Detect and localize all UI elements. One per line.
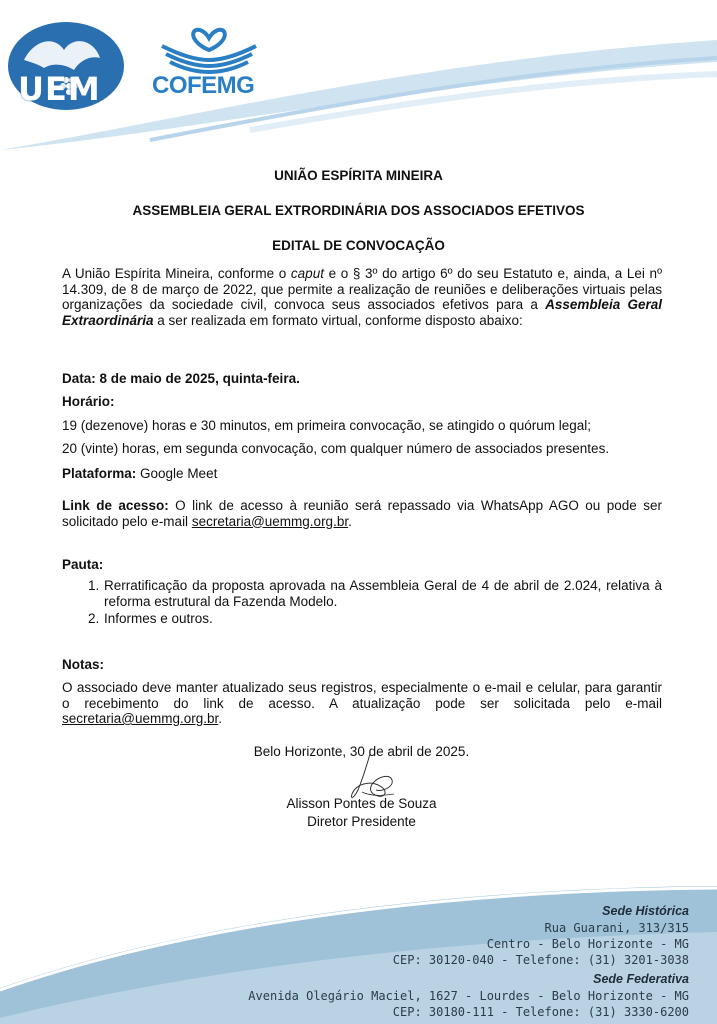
pauta-label: Pauta: (62, 557, 104, 572)
horario-first-call: 19 (dezenove) horas e 30 minutos, em primeira convocação, se atingido o quórum legal; (62, 418, 592, 433)
email-link[interactable]: secretaria@uemmg.org.br (62, 711, 219, 726)
list-item: 1. Rerratificação da proposta aprovada na Assembleia Geral de 4 de abril de 2.024, relativa à reforma estrutural da Fazenda Modelo. (88, 578, 662, 609)
assembly-title: ASSEMBLEIA GERAL EXTRORDINÁRIA DOS ASSOCIADOS EFETIVOS (132, 203, 585, 218)
org-title: UNIÃO ESPÍRITA MINEIRA (274, 168, 443, 183)
meeting-date: Data: 8 de maio de 2025, quinta-feira. (62, 371, 300, 386)
sede-historica-city: Centro - Belo Horizonte - MG (486, 937, 689, 951)
horario-label: Horário: (62, 394, 115, 409)
cofemg-logo-text: COFEMG (152, 72, 255, 99)
notas-paragraph: O associado deve manter atualizado seus registros, especialmente o e-mail e celular, para garantir o recebimento do link de acesso. A atualização pode ser solicitada pelo e-mail secretaria@uemmg.org.br. (62, 680, 662, 726)
platform-line (62, 466, 217, 481)
list-item: 2. Informes e outros. (88, 611, 213, 626)
sede-historica-contact: CEP: 30120-040 - Telefone: (31) 3201-3038 (392, 953, 689, 967)
assembly-name: Assembleia Geral Extraordinária (62, 297, 662, 328)
caput-term: caput (290, 266, 324, 281)
access-link-paragraph: Link de acesso: O link de acesso à reunião será repassado via WhatsApp AGO ou pode ser solicitado pelo e-mail secretaria@uemmg.org.br. (62, 498, 662, 529)
notas-label: Notas: (62, 657, 105, 672)
sede-federativa-label: Sede Federativa (593, 972, 689, 986)
email-link[interactable]: secretaria@uemmg.org.br (191, 513, 349, 529)
signer-name: Alisson Pontes de Souza (286, 796, 437, 811)
horario-second-call: 20 (vinte) horas, em segunda convocação, com qualquer número de associados presentes. (62, 441, 610, 456)
uem-logo-text: UEM (18, 70, 101, 108)
platform-label: Plataforma: (62, 466, 137, 481)
sede-federativa-address: Avenida Olegário Maciel, 1627 - Lourdes - Belo Horizonte - MG (248, 989, 689, 1003)
sede-federativa-contact: CEP: 30180-111 - Telefone: (31) 3330-6200 (392, 1005, 689, 1019)
sede-historica-label: Sede Histórica (602, 904, 689, 918)
place-date: Belo Horizonte, 30 de abril de 2025. (253, 744, 470, 759)
edital-title: EDITAL DE CONVOCAÇÃO (272, 238, 445, 253)
sede-historica-address: Rua Guarani, 313/315 (544, 921, 689, 935)
signer-role: Diretor Presidente (307, 814, 416, 829)
access-link-label: Link de acesso: (62, 498, 169, 513)
platform-value: Google Meet (136, 466, 218, 481)
intro-paragraph: A União Espírita Mineira, conforme o caput e o § 3º do artigo 6º do seu Estatuto e, ainda, a Lei nº 14.309, de 8 de março de 2022, que permite a realização de reuniões e deliberações virtuais pelas organizações da sociedade civil, convoca seus associados efetivos para a Assembleia Geral Extraordinária a ser realizada em formato virtual, conforme disposto abaixo: (62, 266, 662, 328)
pauta-list (88, 578, 662, 629)
